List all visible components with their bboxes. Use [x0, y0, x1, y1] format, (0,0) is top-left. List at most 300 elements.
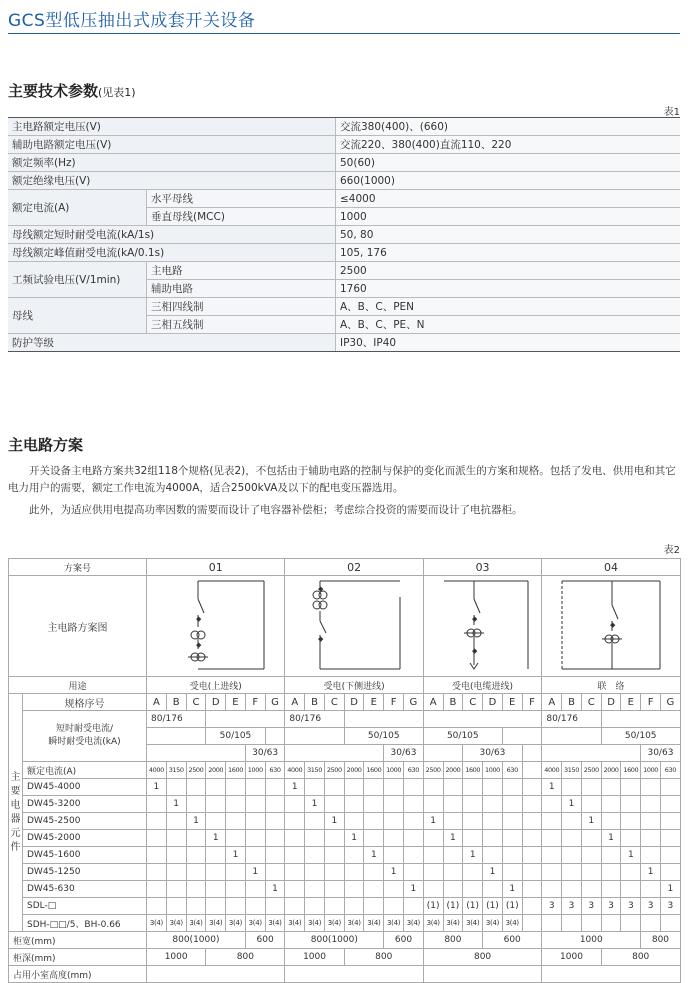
component-qty: 3(4)	[147, 915, 167, 932]
component-name: SDH-□□/5、BH-0.66	[23, 915, 147, 932]
current-label: 额定电流(A)	[23, 762, 147, 779]
component-qty	[226, 881, 246, 898]
param-label: 母线	[8, 298, 147, 334]
component-qty	[403, 864, 423, 881]
component-qty	[542, 881, 562, 898]
component-qty	[384, 847, 404, 864]
spec-letter: C	[324, 694, 344, 711]
component-qty	[522, 847, 542, 864]
param-label: 防护等级	[8, 334, 336, 352]
component-qty	[443, 779, 463, 796]
component-qty	[166, 881, 186, 898]
component-qty	[245, 779, 265, 796]
title-divider	[8, 33, 680, 34]
component-qty: 3(4)	[443, 915, 463, 932]
component-qty	[384, 779, 404, 796]
param-value: 50, 80	[336, 226, 681, 244]
param-value: 2500	[336, 262, 681, 280]
width-value: 600	[483, 932, 542, 949]
spec-letter: G	[265, 694, 285, 711]
param-sublabel: 辅助电路	[147, 280, 336, 298]
component-qty	[245, 847, 265, 864]
component-qty	[206, 796, 226, 813]
circuit-diagram-01	[152, 577, 280, 675]
withstand-label: 短时耐受电流/ 瞬时耐受电流(kA)	[23, 711, 147, 762]
component-qty	[384, 830, 404, 847]
scheme-number: 02	[285, 559, 423, 576]
component-qty: 3(4)	[502, 915, 522, 932]
component-qty: 3	[621, 898, 641, 915]
svg-text:◆: ◆	[318, 585, 324, 593]
component-name: DW45-2000	[23, 830, 147, 847]
component-qty	[660, 864, 680, 881]
param-value: 660(1000)	[336, 172, 681, 190]
table-cell	[423, 711, 542, 728]
table-cell	[265, 728, 285, 745]
table-row	[8, 226, 680, 244]
depth-value: 800	[601, 949, 680, 966]
component-qty	[285, 898, 305, 915]
spec-letter: F	[641, 694, 661, 711]
current-value: 4000	[147, 762, 167, 779]
component-name: DW45-3200	[23, 796, 147, 813]
component-qty	[206, 898, 226, 915]
component-qty	[186, 847, 206, 864]
scheme-table	[8, 558, 681, 983]
withstand-value: 50/105	[423, 728, 502, 745]
component-qty	[423, 881, 443, 898]
component-qty: 3(4)	[423, 915, 443, 932]
component-qty: 3(4)	[285, 915, 305, 932]
param-value: IP30、IP40	[336, 334, 681, 352]
component-qty	[265, 779, 285, 796]
depth-value: 800	[206, 949, 285, 966]
component-qty	[206, 847, 226, 864]
current-value: 2500	[324, 762, 344, 779]
current-value: 1000	[384, 762, 404, 779]
width-value: 800	[641, 932, 681, 949]
component-qty: 3(4)	[463, 915, 483, 932]
withstand-value: 50/105	[601, 728, 680, 745]
component-qty	[186, 864, 206, 881]
component-name: DW45-1600	[23, 847, 147, 864]
component-qty	[305, 830, 325, 847]
spec-letter: G	[403, 694, 423, 711]
component-qty	[384, 881, 404, 898]
component-row	[9, 864, 681, 881]
current-value	[522, 762, 542, 779]
component-qty: 3	[542, 898, 562, 915]
component-qty	[542, 915, 562, 932]
depth-value: 800	[423, 949, 542, 966]
component-qty	[601, 915, 621, 932]
component-qty	[324, 881, 344, 898]
component-qty: (1)	[443, 898, 463, 915]
params-heading-note: (见表1)	[98, 86, 136, 99]
current-value: 630	[265, 762, 285, 779]
component-qty	[522, 813, 542, 830]
table-cell	[344, 711, 423, 728]
spec-letter: F	[245, 694, 265, 711]
component-qty	[265, 864, 285, 881]
component-qty	[285, 796, 305, 813]
current-value: 3150	[562, 762, 582, 779]
param-value: ≤4000	[336, 190, 681, 208]
component-qty	[166, 864, 186, 881]
table-row	[8, 190, 680, 208]
component-qty: 3(4)	[226, 915, 246, 932]
component-qty	[443, 881, 463, 898]
component-qty	[483, 830, 503, 847]
component-qty	[463, 881, 483, 898]
component-name: DW45-2500	[23, 813, 147, 830]
component-name: DW45-630	[23, 881, 147, 898]
table-cell	[285, 745, 384, 762]
param-label: 辅助电路额定电压(V)	[8, 136, 336, 154]
current-row	[9, 762, 681, 779]
table-cell	[423, 745, 463, 762]
component-qty: 1	[483, 864, 503, 881]
withstand-value: 30/63	[384, 745, 424, 762]
component-qty	[206, 779, 226, 796]
current-value: 2000	[344, 762, 364, 779]
component-qty	[562, 847, 582, 864]
param-value: 105, 176	[336, 244, 681, 262]
component-qty	[265, 830, 285, 847]
component-qty: 1	[562, 796, 582, 813]
component-qty	[364, 796, 384, 813]
component-qty	[423, 864, 443, 881]
component-qty: 1	[166, 796, 186, 813]
component-qty: 3(4)	[344, 915, 364, 932]
current-value: 1000	[245, 762, 265, 779]
component-qty: 3	[641, 898, 661, 915]
current-value: 2500	[423, 762, 443, 779]
spec-letter: D	[601, 694, 621, 711]
withstand-value: 30/63	[463, 745, 522, 762]
component-qty	[502, 864, 522, 881]
withstand-row	[9, 711, 681, 728]
component-qty: (1)	[423, 898, 443, 915]
component-qty	[305, 779, 325, 796]
current-value: 4000	[285, 762, 305, 779]
spec-label: 规格序号	[23, 694, 147, 711]
component-qty	[502, 830, 522, 847]
scheme-number: 04	[542, 559, 680, 576]
component-qty	[601, 779, 621, 796]
component-qty	[285, 847, 305, 864]
component-qty	[660, 779, 680, 796]
usage-value: 受电(下侧进线)	[285, 677, 423, 694]
param-value: 交流220、380(400)直流110、220	[336, 136, 681, 154]
scheme-paragraph-1: 开关设备主电路方案共32组118个规格(见表2)，不包括由于辅助电路的控制与保护的变化而派生的方案和规格。包括了发电、供用电和其它电力用户的需要，额定工作电流为4000A，适合2500kVA及以下的配电变压器选用。	[8, 465, 676, 494]
current-value: 1600	[364, 762, 384, 779]
spec-letter: A	[542, 694, 562, 711]
component-qty	[641, 830, 661, 847]
component-qty	[542, 830, 562, 847]
component-qty	[581, 864, 601, 881]
width-value: 1000	[542, 932, 641, 949]
height-value	[542, 966, 680, 983]
current-value: 1600	[621, 762, 641, 779]
withstand-value: 30/63	[245, 745, 285, 762]
current-value: 630	[403, 762, 423, 779]
component-qty: 3(4)	[305, 915, 325, 932]
circuit-diagram-01	[147, 576, 285, 677]
width-value: 600	[245, 932, 285, 949]
component-qty	[364, 881, 384, 898]
component-qty	[562, 813, 582, 830]
component-qty: 1	[581, 813, 601, 830]
withstand-value: 80/176	[285, 711, 344, 728]
component-qty	[285, 881, 305, 898]
component-qty: 1	[147, 779, 167, 796]
component-qty: 3(4)	[324, 915, 344, 932]
circuit-diagram-04	[542, 577, 680, 675]
current-value: 630	[502, 762, 522, 779]
component-qty	[522, 915, 542, 932]
diagram-row	[9, 576, 681, 677]
component-qty	[463, 813, 483, 830]
component-qty: 1	[423, 813, 443, 830]
component-qty	[522, 779, 542, 796]
component-qty	[403, 796, 423, 813]
component-qty	[542, 813, 562, 830]
table-cell	[542, 745, 641, 762]
withstand-value: 30/63	[641, 745, 681, 762]
component-qty	[483, 847, 503, 864]
current-value: 2000	[443, 762, 463, 779]
param-value: 交流380(400)、(660)	[336, 118, 681, 136]
component-qty: 3	[581, 898, 601, 915]
component-qty: 3	[660, 898, 680, 915]
component-qty	[186, 898, 206, 915]
param-value: 50(60)	[336, 154, 681, 172]
component-qty	[403, 813, 423, 830]
spec-letter: D	[206, 694, 226, 711]
param-sublabel: 垂直母线(MCC)	[147, 208, 336, 226]
component-qty	[522, 898, 542, 915]
spec-letter: E	[621, 694, 641, 711]
table-cell	[502, 728, 542, 745]
component-row	[9, 813, 681, 830]
table-cell	[147, 745, 246, 762]
component-qty	[542, 847, 562, 864]
spec-letter: E	[226, 694, 246, 711]
component-qty	[641, 915, 661, 932]
component-qty	[660, 796, 680, 813]
component-qty	[403, 779, 423, 796]
table-row	[8, 154, 680, 172]
width-row	[9, 932, 681, 949]
component-row	[9, 796, 681, 813]
component-qty	[324, 847, 344, 864]
current-value: 2000	[601, 762, 621, 779]
circuit-diagram-02	[285, 576, 423, 677]
component-qty	[562, 779, 582, 796]
depth-value: 1000	[542, 949, 601, 966]
spec-letter: B	[166, 694, 186, 711]
component-qty: 1	[265, 881, 285, 898]
component-qty: 1	[463, 847, 483, 864]
param-label: 额定电流(A)	[8, 190, 147, 226]
component-qty	[384, 813, 404, 830]
param-label: 额定频率(Hz)	[8, 154, 336, 172]
param-value: A、B、C、PEN	[336, 298, 681, 316]
component-qty	[305, 881, 325, 898]
scheme-number-label: 方案号	[9, 559, 147, 576]
depth-row	[9, 949, 681, 966]
table-cell	[147, 728, 206, 745]
component-qty	[581, 847, 601, 864]
param-label: 母线额定峰值耐受电流(kA/0.1s)	[8, 244, 336, 262]
table-row	[8, 118, 680, 136]
width-value: 800(1000)	[147, 932, 246, 949]
width-label: 柜宽(mm)	[9, 932, 147, 949]
component-qty	[621, 779, 641, 796]
depth-label: 柜深(mm)	[9, 949, 147, 966]
circuit-diagram-03	[423, 576, 542, 677]
component-qty	[581, 779, 601, 796]
component-qty	[285, 864, 305, 881]
component-qty	[601, 847, 621, 864]
depth-value: 1000	[147, 949, 206, 966]
component-qty	[522, 796, 542, 813]
component-qty	[641, 796, 661, 813]
param-sublabel: 主电路	[147, 262, 336, 280]
component-qty: 1	[641, 864, 661, 881]
table-cell	[601, 711, 680, 728]
component-qty	[305, 898, 325, 915]
component-qty: 1	[542, 779, 562, 796]
component-qty	[305, 847, 325, 864]
component-qty	[483, 813, 503, 830]
main-components-label: 主 要 电 器 元 件	[9, 694, 23, 932]
component-qty	[226, 898, 246, 915]
spec-letter: F	[384, 694, 404, 711]
component-qty	[245, 898, 265, 915]
page-title: GCS型低压抽出式成套开关设备	[8, 11, 256, 31]
component-qty: 1	[186, 813, 206, 830]
component-qty	[285, 830, 305, 847]
component-qty	[265, 847, 285, 864]
current-value: 2500	[186, 762, 206, 779]
current-value: 2000	[206, 762, 226, 779]
component-qty	[265, 813, 285, 830]
component-qty	[206, 813, 226, 830]
scheme-number-row	[9, 559, 681, 576]
component-qty	[344, 864, 364, 881]
component-qty	[324, 864, 344, 881]
diagram-label: 主电路方案图	[9, 576, 147, 677]
component-qty	[245, 796, 265, 813]
section-heading-params	[8, 80, 136, 101]
spec-letter: F	[522, 694, 542, 711]
spec-letter: A	[285, 694, 305, 711]
component-qty	[621, 796, 641, 813]
component-qty	[147, 881, 167, 898]
component-qty	[641, 813, 661, 830]
table-cell	[542, 728, 601, 745]
scheme-number: 01	[147, 559, 285, 576]
component-qty	[364, 779, 384, 796]
component-qty: 3	[562, 898, 582, 915]
component-qty	[601, 813, 621, 830]
spec-letter: C	[463, 694, 483, 711]
svg-text:◆: ◆	[195, 641, 202, 649]
spec-row	[9, 694, 681, 711]
current-value: 1600	[463, 762, 483, 779]
component-qty	[403, 898, 423, 915]
component-qty	[206, 881, 226, 898]
component-qty	[166, 779, 186, 796]
svg-text:◆: ◆	[610, 621, 616, 629]
withstand-value: 80/176	[542, 711, 601, 728]
component-qty: 3(4)	[483, 915, 503, 932]
component-qty: 1	[384, 864, 404, 881]
component-qty	[562, 830, 582, 847]
scheme-paragraph-2: 此外，为适应供用电提高功率因数的需要而设计了电容器补偿柜；考虑综合投资的需要而设计了电抗器柜。	[29, 504, 523, 516]
component-name: DW45-1250	[23, 864, 147, 881]
component-qty	[186, 830, 206, 847]
component-qty	[542, 796, 562, 813]
component-qty: 3(4)	[166, 915, 186, 932]
component-qty	[226, 796, 246, 813]
component-qty: 1	[206, 830, 226, 847]
component-qty	[621, 915, 641, 932]
component-qty	[226, 779, 246, 796]
height-row	[9, 966, 681, 983]
component-qty	[621, 881, 641, 898]
scheme-number: 03	[423, 559, 542, 576]
component-name: DW45-4000	[23, 779, 147, 796]
component-qty	[344, 881, 364, 898]
withstand-value: 50/105	[206, 728, 265, 745]
component-qty	[186, 881, 206, 898]
current-value: 1000	[483, 762, 503, 779]
svg-text:◆: ◆	[471, 647, 478, 655]
table2-label: 表2	[663, 545, 680, 556]
component-qty	[147, 813, 167, 830]
param-label: 主电路额定电压(V)	[8, 118, 336, 136]
current-value: 3150	[166, 762, 186, 779]
component-qty	[581, 881, 601, 898]
component-qty	[166, 830, 186, 847]
component-qty	[186, 796, 206, 813]
current-value: 4000	[542, 762, 562, 779]
component-row	[9, 915, 681, 932]
spec-letter: E	[502, 694, 522, 711]
component-qty: 1	[364, 847, 384, 864]
component-qty	[463, 796, 483, 813]
component-qty: (1)	[483, 898, 503, 915]
spec-letter: A	[423, 694, 443, 711]
spec-letter: C	[581, 694, 601, 711]
spec-letter: E	[364, 694, 384, 711]
component-qty: (1)	[502, 898, 522, 915]
component-qty: 3(4)	[403, 915, 423, 932]
component-qty	[166, 847, 186, 864]
component-row	[9, 847, 681, 864]
component-qty	[186, 779, 206, 796]
component-qty	[384, 796, 404, 813]
table-cell	[285, 728, 344, 745]
component-qty	[265, 796, 285, 813]
component-qty	[245, 830, 265, 847]
component-qty: 1	[226, 847, 246, 864]
param-value: 1000	[336, 208, 681, 226]
component-qty	[265, 898, 285, 915]
